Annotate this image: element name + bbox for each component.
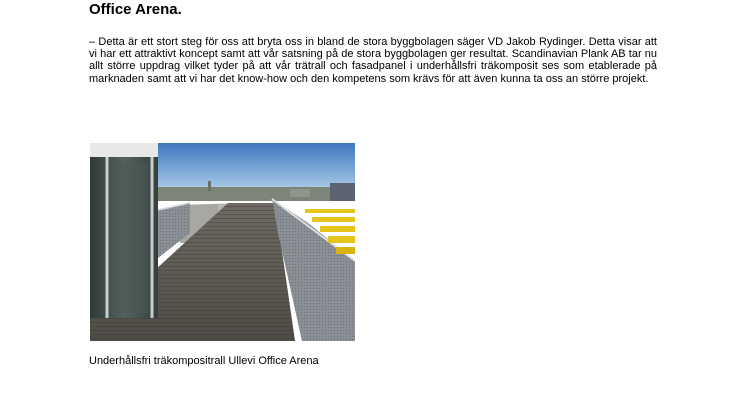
section-heading: Office Arena. — [89, 1, 182, 18]
rooftop-terrace-photo — [90, 143, 355, 341]
city-skyline — [150, 187, 355, 201]
photo-caption: Underhållsfri träkompositrall Ullevi Office Arena — [89, 355, 319, 367]
body-paragraph: – Detta är ett stort steg för oss att bryta oss in bland de stora byggbolagen säger VD Jakob Rydinger. Detta visar att vi har ett attraktivt koncept samt att vår satsning på de stora byggbolagen ger resultat. Scandinavian Plank AB tar nu allt större uppdrag vilket tyder på att vår trätrall och fasadpanel i underhållsfri träkomposit ses som etablerade på marknaden samt att vi har det know-how och den kompetens som krävs för att även kunna ta oss an större projekt. — [89, 36, 657, 85]
